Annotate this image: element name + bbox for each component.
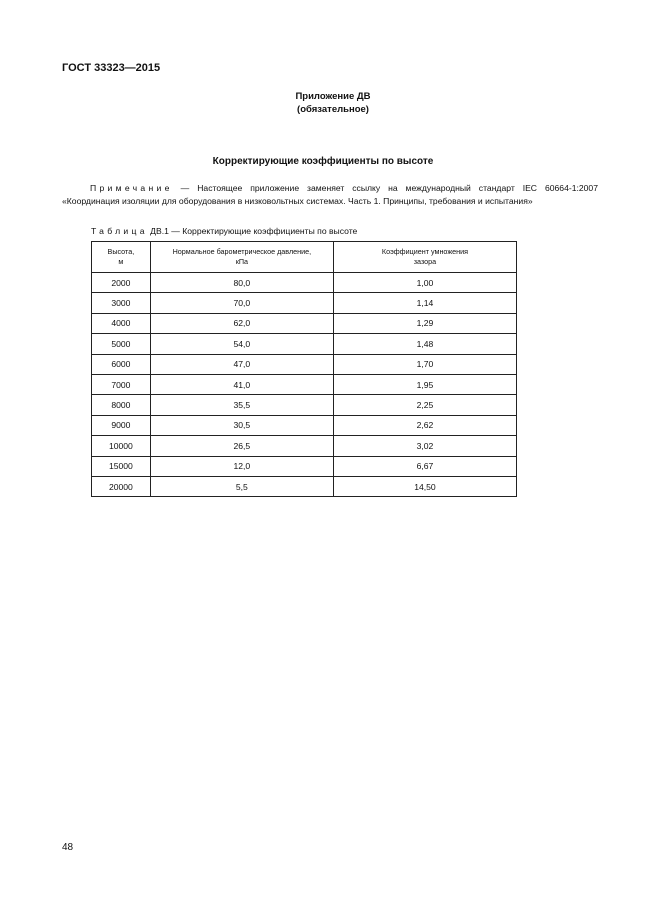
altitude-cell: 15000 [92,456,151,476]
table-header-row [92,242,517,273]
appendix-heading [0,90,646,116]
pressure-cell: 62,0 [150,313,333,333]
table-row [92,395,517,415]
coefficient-cell: 1,29 [333,313,516,333]
coefficient-cell: 6,67 [333,456,516,476]
table-row [92,415,517,435]
header-coefficient [333,242,516,273]
pressure-cell: 41,0 [150,374,333,394]
altitude-cell: 7000 [92,374,151,394]
table-caption [91,226,357,236]
pressure-cell: 5,5 [150,476,333,496]
table-row [92,456,517,476]
page-number: 48 [62,842,74,853]
pressure-cell: 47,0 [150,354,333,374]
pressure-cell: 70,0 [150,293,333,313]
pressure-cell: 30,5 [150,415,333,435]
table-body [92,273,517,497]
note-label: Примечание [90,183,173,193]
table-row [92,354,517,374]
altitude-cell: 3000 [92,293,151,313]
appendix-status: (обязательное) [297,104,369,115]
altitude-cell: 10000 [92,436,151,456]
altitude-cell: 2000 [92,273,151,293]
note-text: — Настоящее приложение заменяет ссылку на международный стандарт IEC 60664-1:2007 «Координация изоляции для оборудования в низковольтных системах. Часть 1. Принципы, требования и испытания» [62,183,598,206]
header-altitude-text: Высота, м [107,247,135,266]
table-row [92,436,517,456]
table-row [92,476,517,496]
coefficient-cell: 2,25 [333,395,516,415]
header-pressure-text: Нормальное барометрическое давление, кПа [172,247,312,266]
coefficient-cell: 1,00 [333,273,516,293]
altitude-cell: 20000 [92,476,151,496]
header-altitude [92,242,151,273]
altitude-cell: 8000 [92,395,151,415]
table-caption-text: ДВ.1 — Корректирующие коэффициенты по высоте [147,226,358,236]
altitude-cell: 5000 [92,334,151,354]
pressure-cell: 26,5 [150,436,333,456]
coefficient-cell: 14,50 [333,476,516,496]
coefficient-cell: 1,14 [333,293,516,313]
coefficient-cell: 2,62 [333,415,516,435]
table-caption-label: Таблица [91,226,148,236]
section-title: Корректирующие коэффициенты по высоте [212,156,434,167]
table-row [92,313,517,333]
coefficient-cell: 1,95 [333,374,516,394]
standard-code: ГОСТ 33323—2015 [62,62,161,74]
pressure-cell: 54,0 [150,334,333,354]
table-row [92,293,517,313]
table-row [92,273,517,293]
altitude-cell: 9000 [92,415,151,435]
note-paragraph [62,182,598,207]
altitude-cell: 4000 [92,313,151,333]
table-row [92,374,517,394]
appendix-title: Приложение ДВ [295,91,371,102]
header-pressure [150,242,333,273]
altitude-cell: 6000 [92,354,151,374]
altitude-correction-table [91,241,517,497]
table-row [92,334,517,354]
pressure-cell: 80,0 [150,273,333,293]
coefficient-cell: 1,70 [333,354,516,374]
coefficient-cell: 3,02 [333,436,516,456]
coefficient-cell: 1,48 [333,334,516,354]
header-coefficient-text: Коэффициент умножения зазора [381,247,469,266]
pressure-cell: 12,0 [150,456,333,476]
pressure-cell: 35,5 [150,395,333,415]
